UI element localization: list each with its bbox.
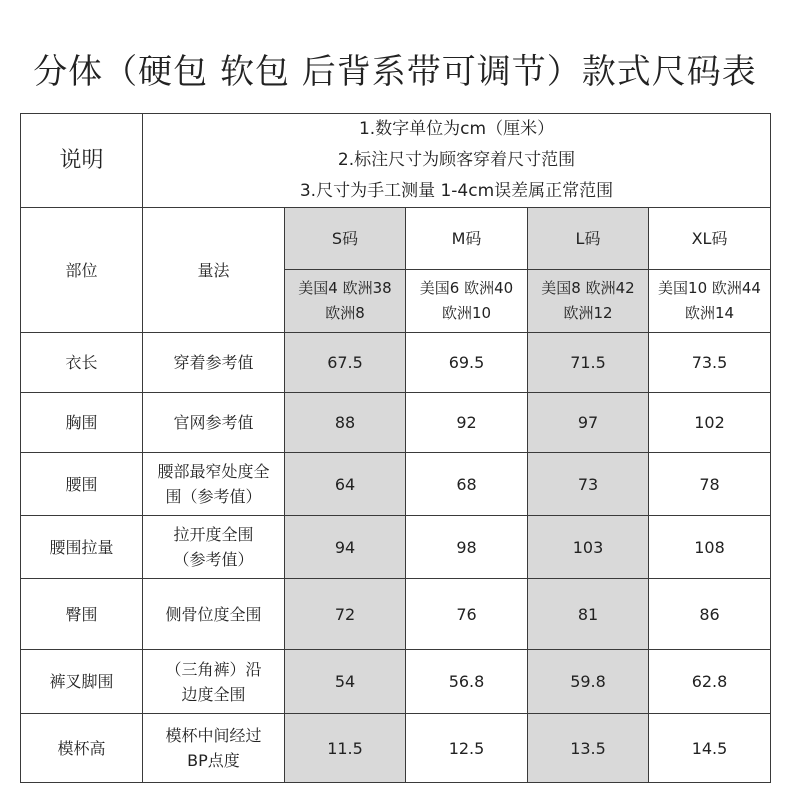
size-value-cell: 64 [285, 453, 406, 516]
row-part: 模杯高 [21, 714, 143, 783]
size-value-cell: 102 [649, 393, 771, 453]
row-part: 衣长 [21, 333, 143, 393]
header-row-sizes [21, 208, 771, 270]
size-value-cell: 81 [528, 579, 649, 650]
table-row [21, 579, 771, 650]
notes-row [21, 114, 771, 208]
header-method: 量法 [143, 208, 285, 333]
size-value-cell: 71.5 [528, 333, 649, 393]
note-line: 3.尺寸为手工测量 1-4cm误差属正常范围 [299, 181, 614, 201]
row-part: 腰围 [21, 453, 143, 516]
row-method: （三角裤）沿 边度全围 [143, 650, 285, 714]
notes-label: 说明 [21, 114, 143, 208]
size-value-cell: 11.5 [285, 714, 406, 783]
row-method: 穿着参考值 [143, 333, 285, 393]
table-row [21, 516, 771, 579]
size-value-cell: 12.5 [406, 714, 528, 783]
row-method: 腰部最窄处度全 围（参考值） [143, 453, 285, 516]
row-part: 腰围拉量 [21, 516, 143, 579]
size-value-cell: 73.5 [649, 333, 771, 393]
size-equivalents: 美国8 欧洲42 欧洲12 [528, 270, 649, 333]
size-value-cell: 86 [649, 579, 771, 650]
size-value-cell: 88 [285, 393, 406, 453]
size-value-cell: 67.5 [285, 333, 406, 393]
size-value-cell: 14.5 [649, 714, 771, 783]
row-part: 胸围 [21, 393, 143, 453]
size-value-cell: 13.5 [528, 714, 649, 783]
table-row [21, 453, 771, 516]
size-value-cell: 108 [649, 516, 771, 579]
page-title: 分体（硬包 软包 后背系带可调节）款式尺码表 [33, 52, 757, 92]
size-value-cell: 73 [528, 453, 649, 516]
size-value-cell: 98 [406, 516, 528, 579]
size-value-cell: 69.5 [406, 333, 528, 393]
row-part: 臀围 [21, 579, 143, 650]
table-row [21, 714, 771, 783]
size-value-cell: 56.8 [406, 650, 528, 714]
size-name: L码 [528, 208, 649, 270]
row-method: 侧骨位度全围 [143, 579, 285, 650]
row-method: 拉开度全围 （参考值） [143, 516, 285, 579]
size-value-cell: 97 [528, 393, 649, 453]
size-name: S码 [285, 208, 406, 270]
table-row [21, 393, 771, 453]
row-part: 裤叉脚围 [21, 650, 143, 714]
table-row [21, 333, 771, 393]
size-name: XL码 [649, 208, 771, 270]
table-row [21, 650, 771, 714]
size-chart-table [20, 113, 771, 783]
size-value-cell: 68 [406, 453, 528, 516]
notes-cell [143, 114, 771, 208]
note-line: 2.标注尺寸为顾客穿着尺寸范围 [337, 150, 576, 170]
size-value-cell: 94 [285, 516, 406, 579]
size-equivalents: 美国10 欧洲44 欧洲14 [649, 270, 771, 333]
row-method: 官网参考值 [143, 393, 285, 453]
size-value-cell: 59.8 [528, 650, 649, 714]
size-value-cell: 72 [285, 579, 406, 650]
size-value-cell: 62.8 [649, 650, 771, 714]
size-value-cell: 92 [406, 393, 528, 453]
row-method: 模杯中间经过 BP点度 [143, 714, 285, 783]
size-name: M码 [406, 208, 528, 270]
header-part: 部位 [21, 208, 143, 333]
size-equivalents: 美国4 欧洲38 欧洲8 [285, 270, 406, 333]
size-value-cell: 78 [649, 453, 771, 516]
size-value-cell: 54 [285, 650, 406, 714]
size-equivalents: 美国6 欧洲40 欧洲10 [406, 270, 528, 333]
size-value-cell: 103 [528, 516, 649, 579]
size-value-cell: 76 [406, 579, 528, 650]
note-line: 1.数字单位为cm（厘米） [358, 119, 555, 139]
